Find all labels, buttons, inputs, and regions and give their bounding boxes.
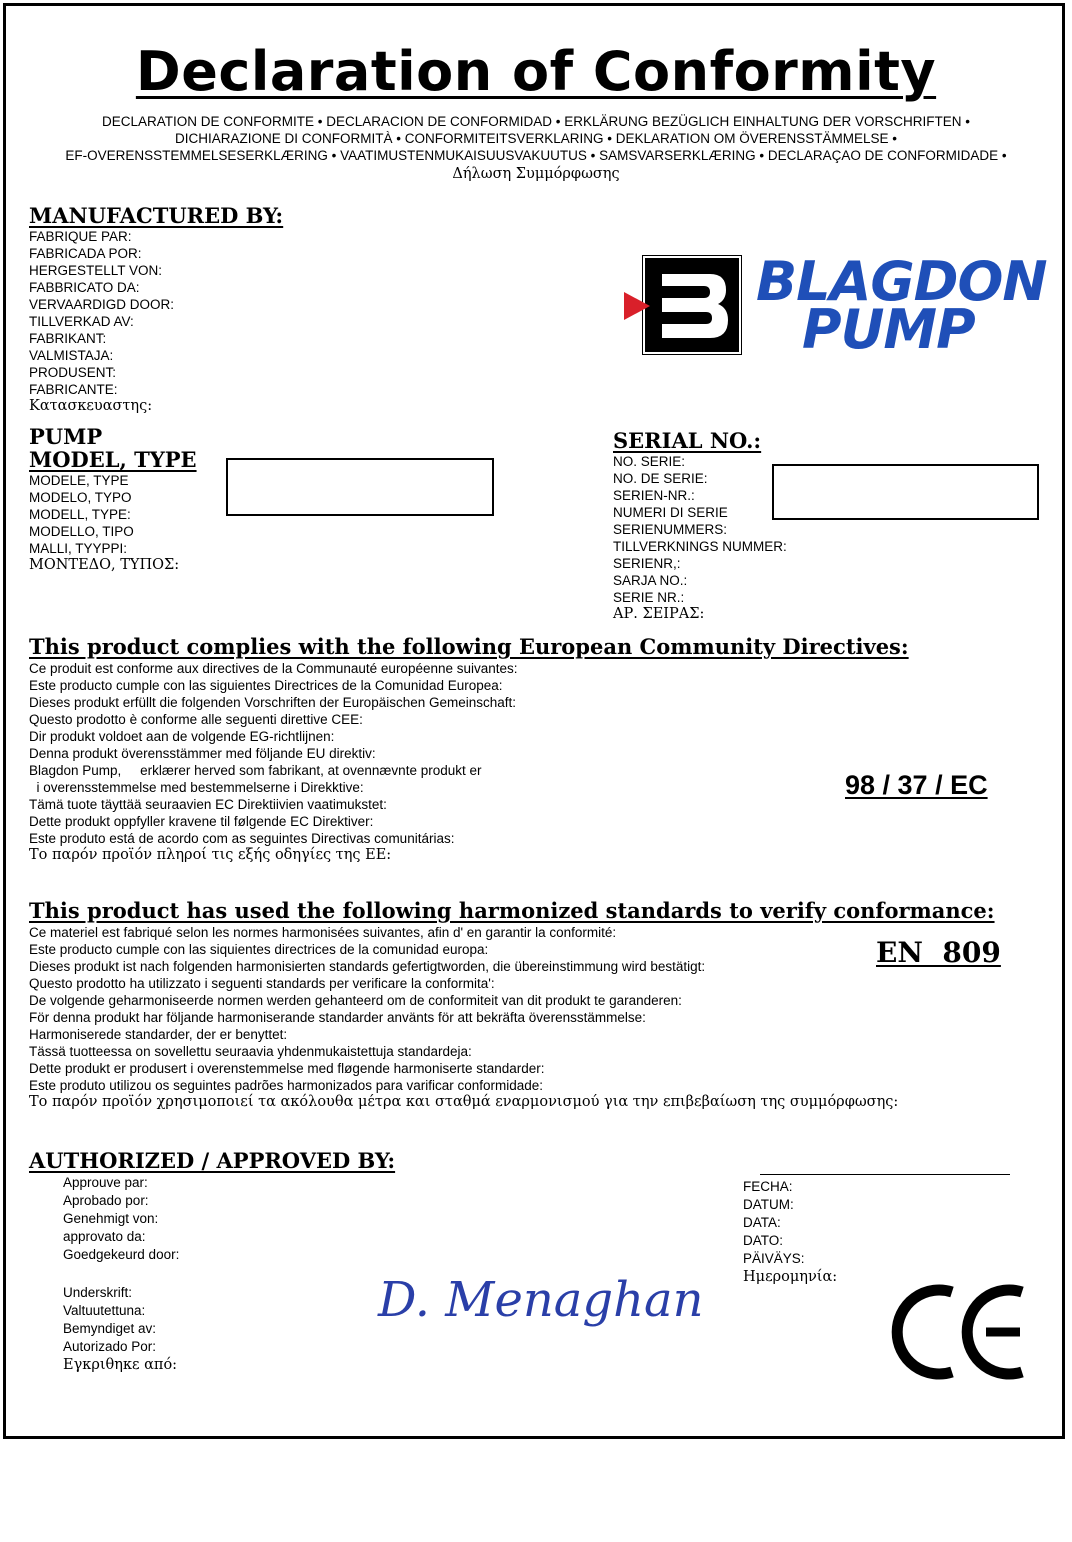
standard-line: Harmoniserede standarder, der er benyttet:: [29, 1027, 288, 1042]
date-label: Ημερομηνία:: [743, 1269, 838, 1285]
standard-line: För denna produkt har följande harmoniserande standarder använts för att bekräfta överensstämmelse:: [29, 1010, 646, 1025]
manufactured-label: PRODUSENT:: [29, 365, 117, 380]
manufactured-label: VALMISTAJA:: [29, 348, 114, 363]
directive-line: Dieses produkt erfüllt die folgenden Vorschriften der Europäischen Gemeinschaft:: [29, 695, 517, 710]
manufactured-labels: [29, 228, 174, 415]
subtitle-line-greek: Δήλωση Συμμόρφωσης: [452, 166, 620, 182]
signature-label: Bemyndiget av:: [63, 1321, 157, 1336]
blagdon-logo-mark: [622, 252, 752, 360]
directive-line: Ce produit est conforme aux directives de la Communauté européenne suivantes:: [29, 661, 518, 676]
subtitle-line: DECLARATION DE CONFORMITE • DECLARACION DE CONFORMIDAD • ERKLÄRUNG BEZÜGLICH EINHALTUNG DER VORSCHRIFTEN •: [101, 114, 970, 129]
pump-heading: PUMP: [29, 424, 103, 449]
standard-line: Dieses produkt ist nach folgenden harmonisierten standards gefertigtworden, die übereinstimmung wird bestätigt:: [29, 959, 706, 974]
serial-label: TILLVERKNINGS NUMMER:: [613, 539, 787, 554]
approved-label: approvato da:: [63, 1229, 146, 1244]
standard-line: Este produto utilizou os seguintes padrões harmonizados para varificar conformidade:: [29, 1078, 544, 1093]
approved-labels: [63, 1174, 179, 1264]
approved-label: Approuve par:: [63, 1175, 148, 1190]
authorized-heading: AUTHORIZED / APPROVED BY:: [29, 1148, 396, 1173]
manufactured-label: FABBRICATO DA:: [29, 280, 140, 295]
signature-label: Εγκριθηκε από:: [63, 1357, 178, 1373]
manufactured-label: TILLVERKAD AV:: [29, 314, 134, 329]
standard-line: Tässä tuotteessa on sovellettu seuraavia yhdenmukaistettuja standardeja:: [29, 1044, 472, 1059]
serial-label: NUMERI DI SERIE: [613, 505, 728, 520]
date-label: DATO:: [743, 1233, 784, 1248]
model-type-field[interactable]: [226, 458, 494, 516]
standard-line: Dette produkt er produsert i overenstemmelse med fløgende harmoniserte standarder:: [29, 1061, 545, 1076]
serial-label: NO. DE SERIE:: [613, 471, 708, 486]
standard-line: De volgende geharmoniseerde normen werden gehanteerd om de conformiteit van dit produkt te garanderen:: [29, 993, 682, 1008]
standard-line: Ce materiel est fabriqué selon les normes harmonisées suivantes, afin d' en garantir la conformité:: [29, 925, 617, 940]
date-labels: [743, 1178, 837, 1286]
model-label: MODELL, TYPE:: [29, 507, 131, 522]
date-label: DATA:: [743, 1215, 781, 1230]
serial-label: ΑΡ. ΣΕΙΡΑΣ:: [613, 606, 705, 622]
subtitle-line: DICHIARAZIONE DI CONFORMITÀ • CONFORMITEITSVERKLARING • DEKLARATION OM ÖVERENSSTÄMMELSE •: [174, 131, 897, 146]
manufactured-label: FABRICANTE:: [29, 382, 118, 397]
date-label: DATUM:: [743, 1197, 794, 1212]
model-label: ΜΟΝΤΕΔΟ, ΤΥΠΟΣ:: [29, 557, 180, 573]
model-label: MODELLO, TIPO: [29, 524, 134, 539]
approved-label: Goedgekeurd door:: [63, 1247, 180, 1262]
serial-label: SERIENUMMERS:: [613, 522, 728, 537]
directives-lines: [29, 660, 518, 864]
serial-label: SARJA NO.:: [613, 573, 688, 588]
date-label: PÄIVÄYS:: [743, 1251, 805, 1266]
directive-line: Dir produkt voldoet aan de volgende EG-richtlijnen:: [29, 729, 335, 744]
manufactured-label: FABRIKANT:: [29, 331, 107, 346]
standards-lines: [29, 924, 898, 1111]
directive-line: Το παρόν προϊόν πληροί τις εξής οδηγίες της ΕΕ:: [29, 847, 392, 863]
standard-code: EN 809: [876, 936, 1001, 969]
directive-code: 98 / 37 / EC: [845, 770, 988, 800]
logo-text-blagdon: BLAGDON: [756, 250, 1047, 313]
serial-label: SERIENR,:: [613, 556, 681, 571]
directives-heading: This product complies with the following European Community Directives:: [29, 634, 909, 659]
date-line: [760, 1174, 1010, 1175]
directive-line: i overensstemmelse med bestemmelserne i Direkktive:: [29, 780, 364, 795]
manufactured-label: VERVAARDIGD DOOR:: [29, 297, 175, 312]
signature-labels: [63, 1284, 177, 1374]
model-label: MODELO, TYPO: [29, 490, 132, 505]
directive-line: Tämä tuote täyttää seuraavien EC Direktiivien vaatimukstet:: [29, 797, 387, 812]
signature-label: Valtuutettuna:: [63, 1303, 146, 1318]
date-label: FECHA:: [743, 1179, 793, 1194]
signature: D. Menaghan: [378, 1272, 704, 1328]
standard-line: Το παρόν προϊόν χρησιμοποιεί τα ακόλουθα μέτρα και σταθμά εναρμονισμού για την επιβεβαίωση της συμμόρφωσης:: [29, 1094, 899, 1110]
standards-heading: This product has used the following harmonized standards to verify conformance:: [29, 898, 995, 923]
directive-line: Este produto está de acordo com as seguintes Directivas comunitárias:: [29, 831, 455, 846]
model-label: MODELE, TYPE: [29, 473, 129, 488]
standard-line: Questo prodotto ha utilizzato i seguenti standards per verificare la conformita':: [29, 976, 495, 991]
serial-label: NO. SERIE:: [613, 454, 686, 469]
approved-label: Aprobado por:: [63, 1193, 149, 1208]
directive-line: Dette produkt oppfyller kravene til følgende EC Direktiver:: [29, 814, 374, 829]
ce-mark-icon: [890, 1282, 1030, 1382]
page-title: Declaration of Conformity: [135, 40, 937, 103]
signature-label: Autorizado Por:: [63, 1339, 157, 1354]
manufactured-label: FABRICADA POR:: [29, 246, 142, 261]
logo-text-pump: PUMP: [802, 298, 975, 361]
manufactured-label: HERGESTELLT VON:: [29, 263, 163, 278]
serial-label: SERIEN-NR.:: [613, 488, 695, 503]
directive-line: Denna produkt överensstämmer med följande EU direktiv:: [29, 746, 376, 761]
subtitle-line: EF-OVERENSSTEMMELSESERKLÆRING • VAATIMUSTENMUKAISUUSVAKUUTUS • SAMSVARSERKLÆRING • DECLARAÇAO DE CONFORMIDADE •: [65, 148, 1007, 163]
directive-line: Blagdon Pump, erklærer herved som fabrikant, at ovennævnte produkt er: [29, 763, 482, 778]
serial-heading: SERIAL NO.:: [613, 428, 762, 453]
serial-label: SERIE NR.:: [613, 590, 685, 605]
serial-labels: [613, 453, 787, 623]
directive-line: Questo prodotto è conforme alle seguenti direttive CEE:: [29, 712, 363, 727]
manufactured-label: FABRIQUE PAR:: [29, 229, 132, 244]
manufactured-heading: MANUFACTURED BY:: [29, 203, 284, 228]
standard-line: Este producto cumple con las siquientes directrices de la comunidad europa:: [29, 942, 489, 957]
model-type-heading: MODEL, TYPE: [29, 447, 197, 472]
signature-label: Underskrift:: [63, 1285, 133, 1300]
model-labels: [29, 472, 179, 574]
model-label: MALLI, TYYPPI:: [29, 541, 128, 556]
serial-number-field[interactable]: [772, 464, 1039, 520]
approved-label: Genehmigt von:: [63, 1211, 159, 1226]
directive-line: Este producto cumple con las siguientes Directrices de la Comunidad Europea:: [29, 678, 503, 693]
manufactured-label: Κατασκευαστης:: [29, 398, 153, 414]
